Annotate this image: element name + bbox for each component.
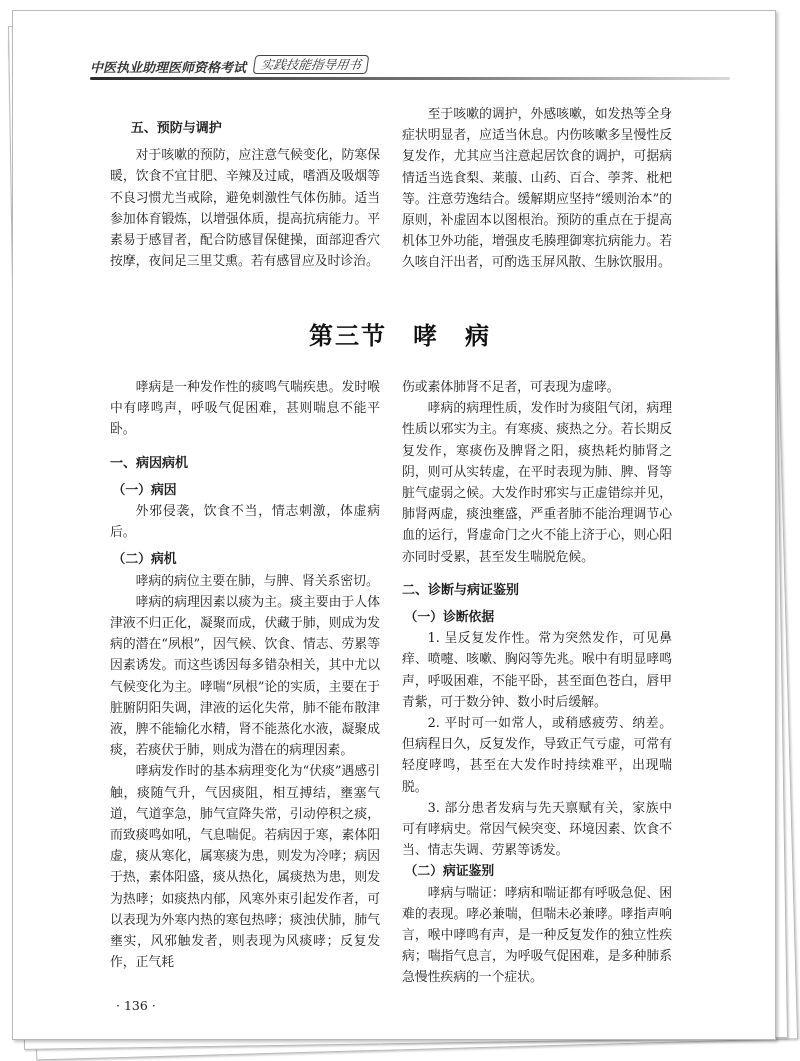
subheading-cause: （一）病因	[112, 482, 177, 498]
header-subtitle-badge: 实践技能指导用书	[253, 55, 370, 74]
list-item: 2. 平时可一如常人，或稍感疲劳、纳差。但病程日久，反复发作，导致正气亏虚，可常有轻度哮鸣，甚至在大发作时持续难平，出现喘脱。	[402, 716, 672, 795]
subheading-differential: （二）病证鉴别	[404, 864, 495, 880]
upper-right-column	[402, 104, 672, 274]
list-item: 3. 部分患者发病与先天禀赋有关，家族中可有哮病史。常因气候突变、环境因素、饮食不当、情志失调、劳累等诱发。	[402, 800, 672, 859]
page-number: · 136 ·	[116, 998, 156, 1013]
running-header	[82, 50, 702, 86]
subheading-criteria: （一）诊断依据	[404, 610, 495, 626]
paragraph: 哮病发作时的基本病理变化为“伏痰”遇感引触，痰随气升，气因痰阻，相互搏结，壅塞气道，气道挛急，肺气宣降失常，引动停积之痰，而致痰鸣如吼，气息喘促。若病因于寒，素体阳虚，痰从寒化，属寒痰为患，则发为冷哮；病因于热，素体阳盛，痰从热化，属痰热为患，则发为热哮；如痰热内郁，风寒外束引起发作者，可以表现为外寒内热的寒包热哮；痰浊伏肺，肺气壅实，风邪触发者，则表现为风痰哮；反复发作，正气耗	[110, 764, 380, 971]
heading-etiology: 一、病因病机	[110, 455, 189, 471]
subheading-mechanism: （二）病机	[112, 552, 177, 568]
paragraph: 至于咳嗽的调护，外感咳嗽，如发热等全身症状明显者，应适当休息。内伤咳嗽多呈慢性反复发作，尤其应当注意起居饮食的调护，可据病情适当选食梨、莱菔、山药、百合、荸荠、枇杷等。注意劳逸结合。缓解期应坚持“缓则治本”的原则，补虚固本以图根治。预防的重点在于提高机体卫外功能，增强皮毛腠理御寒抗病能力。若久咳自汗出者，可酌选玉屏风散、生脉饮服用。	[402, 107, 672, 271]
paragraph: 哮病与喘证：哮病和喘证都有呼吸急促、困难的表现。哮必兼喘，但喘未必兼哮。哮指声响言，喉中哮鸣有声，是一种反复发作的独立性疾病；喘指气息言，为呼吸气促困难，是多种肺系急慢性疾病的一个症状。	[402, 885, 672, 986]
paragraph: 外邪侵袭，饮食不当，情志刺激，体虚病后。	[110, 504, 380, 541]
left-column	[110, 377, 380, 973]
paragraph: 哮病是一种发作性的痰鸣气喘疾患。发时喉中有哮鸣声，呼吸气促困难，甚则喘息不能平卧。	[110, 380, 380, 438]
section-title: 第三节 哮 病	[309, 321, 491, 350]
heading-diagnosis: 二、诊断与病证鉴别	[402, 582, 520, 598]
paragraph: 对于咳嗽的预防，应注意气候变化，防寒保暖，饮食不宜甘肥、辛辣及过咸，嗜酒及吸烟等不良习惯尤当戒除，避免刺激性气体伤肺。适当参加体育锻炼，以增强体质，提高抗病能力。平素易于感冒者，配合防感冒保健操，面部迎香穴按摩，夜间足三里艾熏。若有感冒应及时诊治。	[110, 148, 380, 270]
heading-prevention: 五、预防与调护	[130, 121, 222, 136]
upper-left-column	[110, 118, 380, 272]
paragraph: 哮病的病位主要在肺，与脾、肾关系密切。	[135, 573, 379, 589]
paragraph: 哮病的病理性质，发作时为痰阻气闭，病理性质以邪实为主。有寒痰、痰热之分。若长期反复发作，寒痰伤及脾肾之阳，痰热耗灼肺肾之阴，则可从实转虚，在平时表现为肺、脾、肾等脏气虚弱之候。大发作时邪实与正虚错综并见，肺肾两虚，痰浊壅盛，严重者肺不能治理调节心血的运行，肾虚命门之火不能上济于心，则心阳亦同时受累，甚至发生喘脱危候。	[402, 401, 672, 565]
paragraph: 伤或素体肺肾不足者，可表现为虚哮。	[402, 380, 620, 395]
right-column	[402, 377, 672, 989]
paragraph: 哮病的病理因素以痰为主。痰主要由于人体津液不归正化，凝聚而成，伏藏于肺，则成为发病的潜在“夙根”，因气候、饮食、情志、劳累等因素诱发。而这些诱因每多错杂相关，其中尤以气候变化为主。哮喘“夙根”论的实质，主要在于脏腑阴阳失调，津液的运化失常，肺不能布散津液，脾不能输化水精，肾不能蒸化水液，凝聚成痰，若痰伏于肺，则成为潜在的病理因素。	[110, 594, 380, 759]
header-rule	[90, 77, 730, 80]
list-item: 1. 呈反复发作性。常为突然发作，可见鼻痒、喷嚏、咳嗽、胸闷等先兆。喉中有明显哮鸣声，呼吸困难，不能平卧，甚至面色苍白，唇甲青紫，可于数分钟、数小时后缓解。	[402, 631, 672, 710]
header-title: 中医执业助理医师资格考试	[90, 61, 247, 76]
